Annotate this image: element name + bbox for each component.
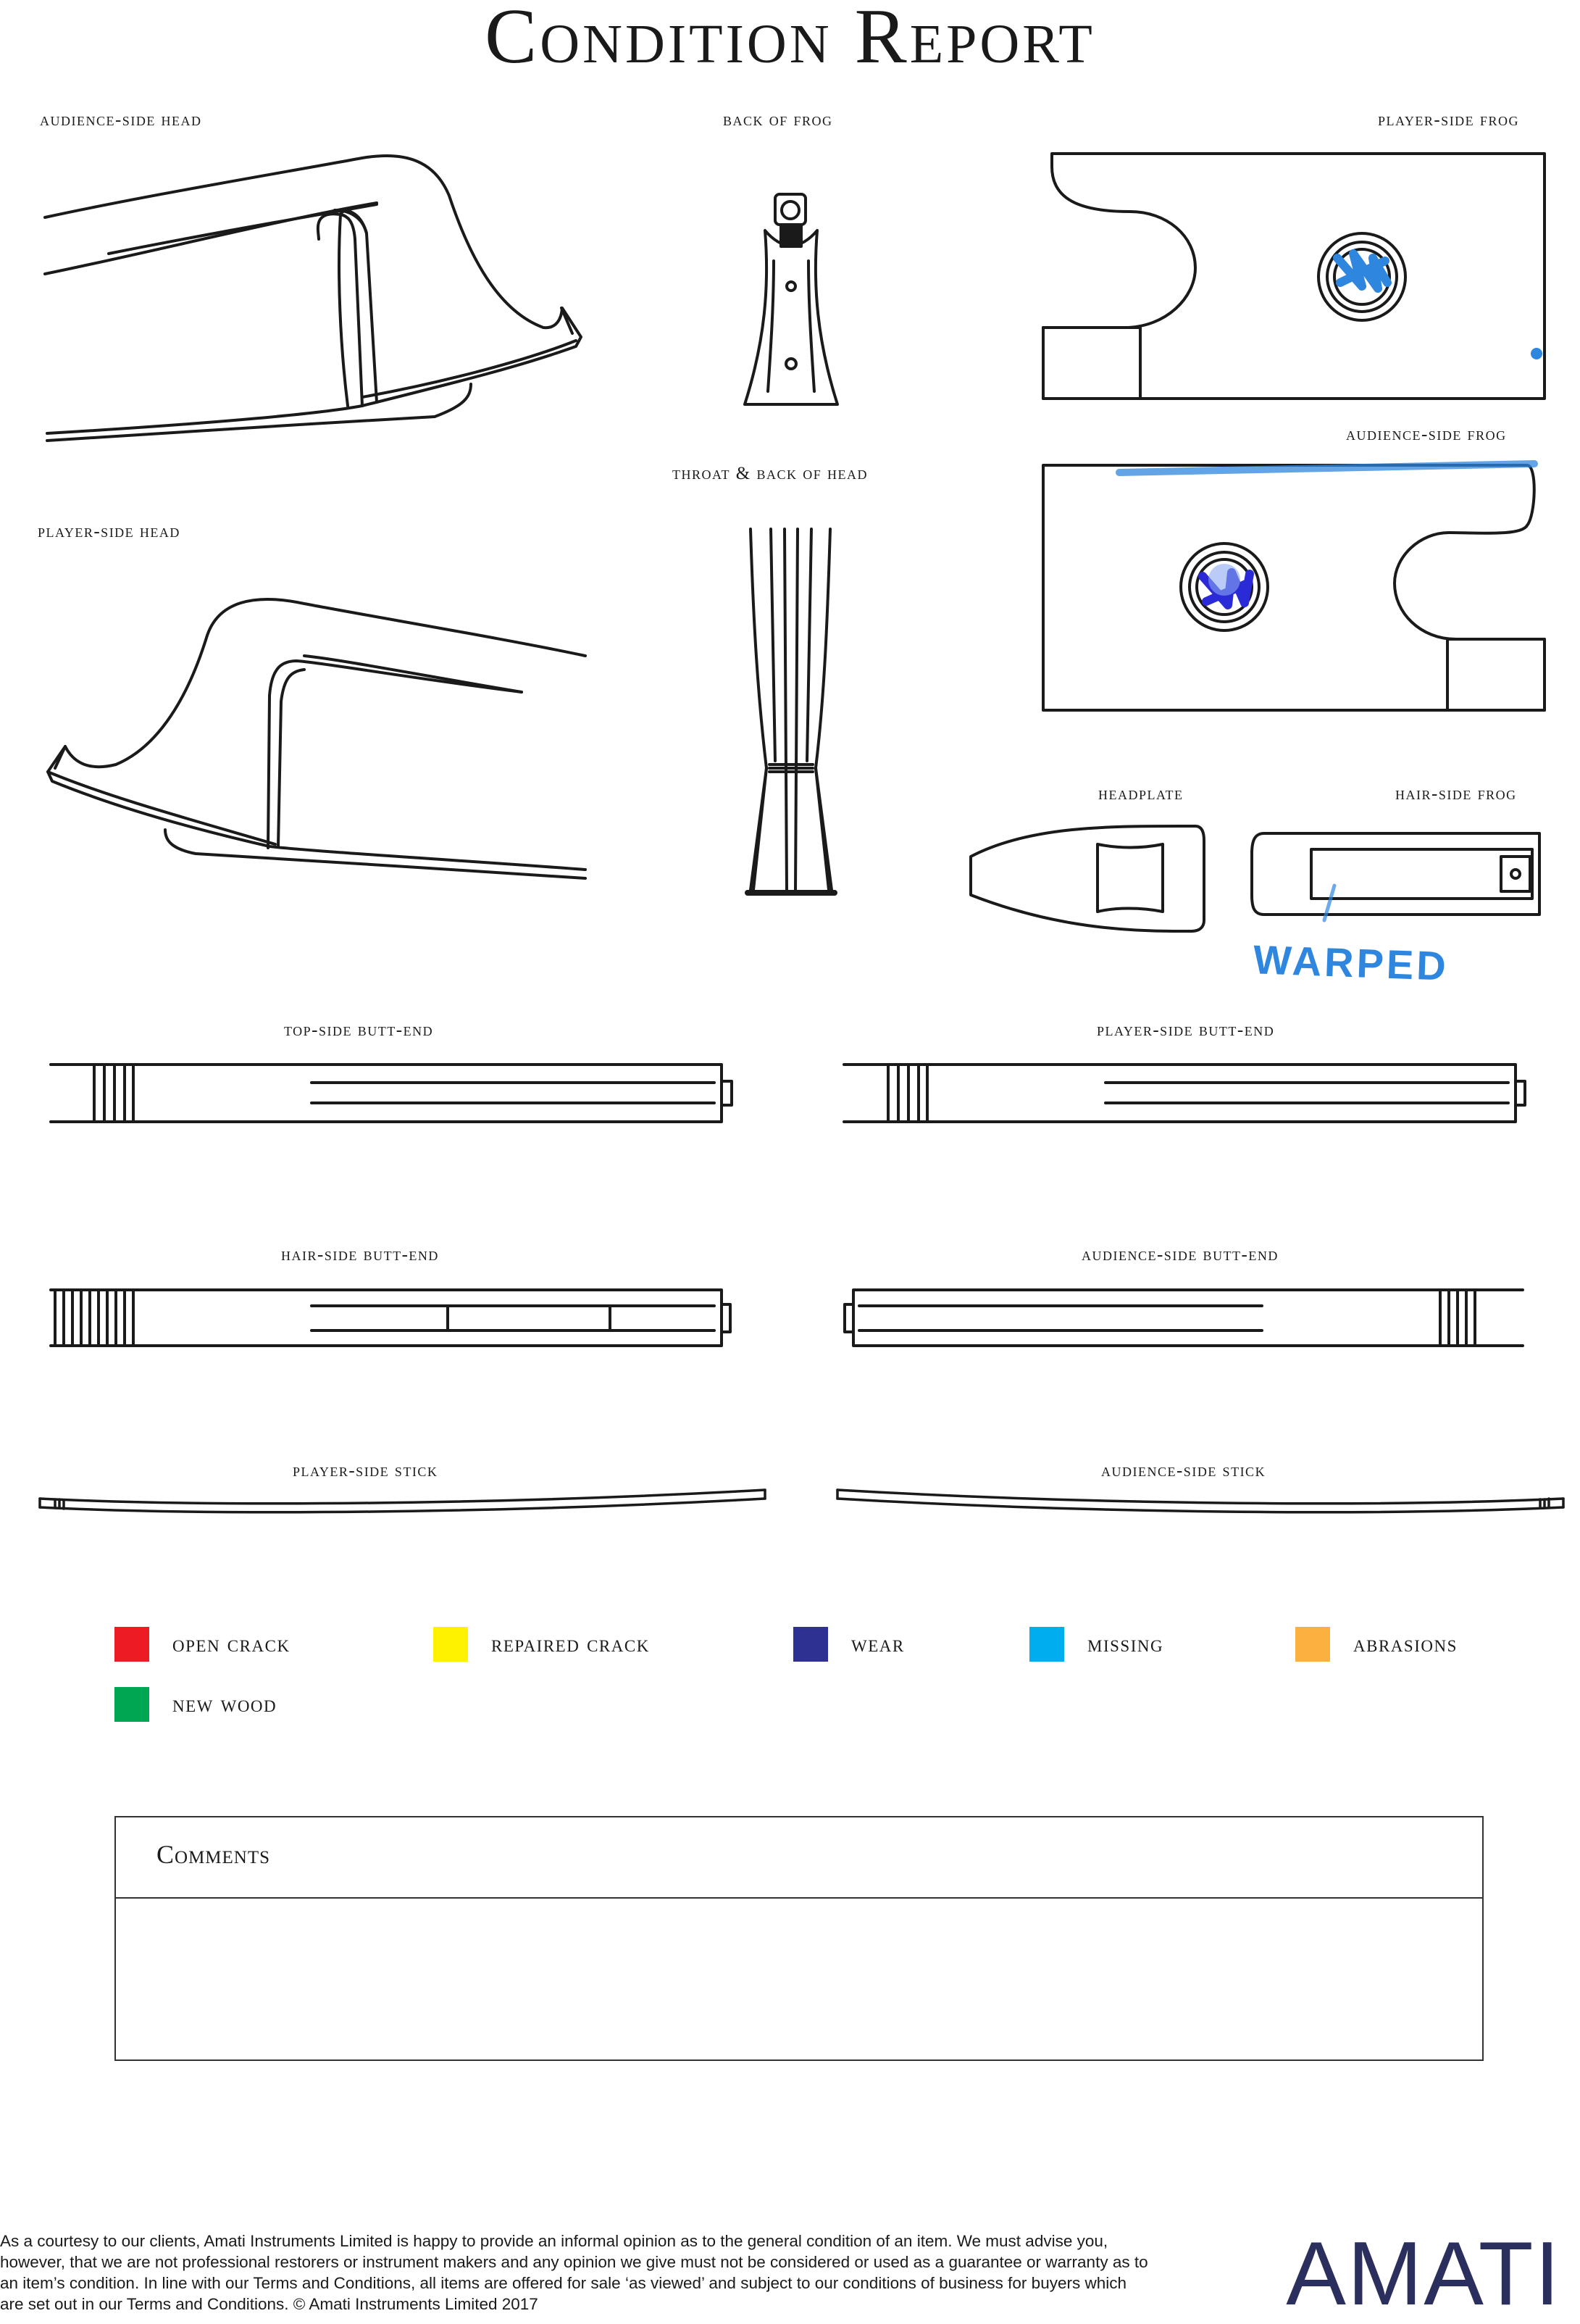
warped-annotation: WARPED: [1252, 936, 1450, 989]
comments-box: [114, 1816, 1484, 2061]
player-side-butt-end-drawing: [844, 1065, 1525, 1122]
comments-title: Comments: [156, 1840, 271, 1869]
wear-markup-fill: [1208, 564, 1240, 596]
legend-missing: [1029, 1627, 1163, 1662]
audience-side-butt-end-drawing: [845, 1290, 1523, 1346]
comments-header: [116, 1817, 1482, 1899]
legend-label: new wood: [172, 1691, 277, 1717]
label-top-side-butt-end: top-side butt-end: [284, 1020, 434, 1040]
headplate-drawing: [971, 826, 1204, 931]
label-throat-back-of-head: throat & back of head: [672, 464, 868, 483]
legend-label: wear: [851, 1630, 905, 1657]
top-side-butt-end-drawing: [51, 1065, 732, 1122]
player-side-head-drawing: [48, 599, 585, 878]
label-back-of-frog: back of frog: [723, 110, 833, 130]
label-headplate: headplate: [1098, 784, 1184, 804]
amati-logo: AMATI: [1286, 2224, 1561, 2324]
legend-swatch: [793, 1627, 828, 1662]
label-player-side-stick: player-side stick: [293, 1461, 438, 1480]
legend-swatch: [1029, 1627, 1064, 1662]
label-audience-side-stick: audience-side stick: [1101, 1461, 1266, 1480]
page-title: Condition Report: [485, 0, 1095, 80]
label-audience-side-butt-end: audience-side butt-end: [1082, 1245, 1279, 1265]
label-player-side-butt-end: player-side butt-end: [1097, 1020, 1275, 1040]
legend-swatch: [114, 1627, 149, 1662]
legend-label: repaired crack: [491, 1630, 650, 1657]
comments-field[interactable]: [116, 1899, 1482, 2061]
missing-markup-scribble: [1337, 254, 1387, 288]
legend-label: abrasions: [1353, 1630, 1458, 1657]
audience-side-head-drawing: [45, 156, 581, 441]
player-side-stick-drawing: [40, 1490, 765, 1512]
label-player-side-frog: player-side frog: [1378, 110, 1519, 130]
hair-side-butt-end-drawing: [51, 1290, 730, 1346]
legend-swatch: [114, 1687, 149, 1722]
legend-swatch: [433, 1627, 468, 1662]
hair-side-frog-drawing: [1252, 833, 1539, 915]
audience-side-stick-drawing: [837, 1490, 1563, 1512]
label-audience-side-frog: audience-side frog: [1346, 425, 1507, 444]
label-hair-side-frog: hair-side frog: [1395, 784, 1517, 804]
legend-wear: [793, 1627, 905, 1662]
legend-abrasions: [1295, 1627, 1458, 1662]
label-audience-side-head: audience-side head: [40, 110, 202, 130]
legend-repaired-crack: [433, 1627, 650, 1662]
legend-label: open crack: [172, 1630, 290, 1657]
back-of-frog-drawing: [745, 194, 837, 404]
player-side-frog-drawing: [1043, 154, 1545, 399]
legend-new-wood: [114, 1687, 277, 1722]
missing-markup-dot: [1531, 348, 1542, 359]
label-player-side-head: player-side head: [38, 522, 180, 541]
audience-side-frog-drawing: [1043, 465, 1545, 710]
legend-open-crack: [114, 1627, 290, 1662]
throat-back-of-head-drawing: [748, 529, 835, 893]
disclaimer-text: As a courtesy to our clients, Amati Instruments Limited is happy to provide an informal opinion as to the general condition of an item. We must advise you, however, that we are not professional restorers or instrument makers and any opinion we give must not be considered or used as a guarantee or warranty as to an item’s condition. In line with our Terms and Conditions, all items are offered for sale ‘as viewed’ and subject to our conditions of business for buyers which are set out in our Terms and Conditions. © Amati Instruments Limited 2017: [0, 2232, 1148, 2313]
legend-swatch: [1295, 1627, 1330, 1662]
legend-label: missing: [1087, 1630, 1164, 1657]
label-hair-side-butt-end: hair-side butt-end: [281, 1245, 439, 1265]
